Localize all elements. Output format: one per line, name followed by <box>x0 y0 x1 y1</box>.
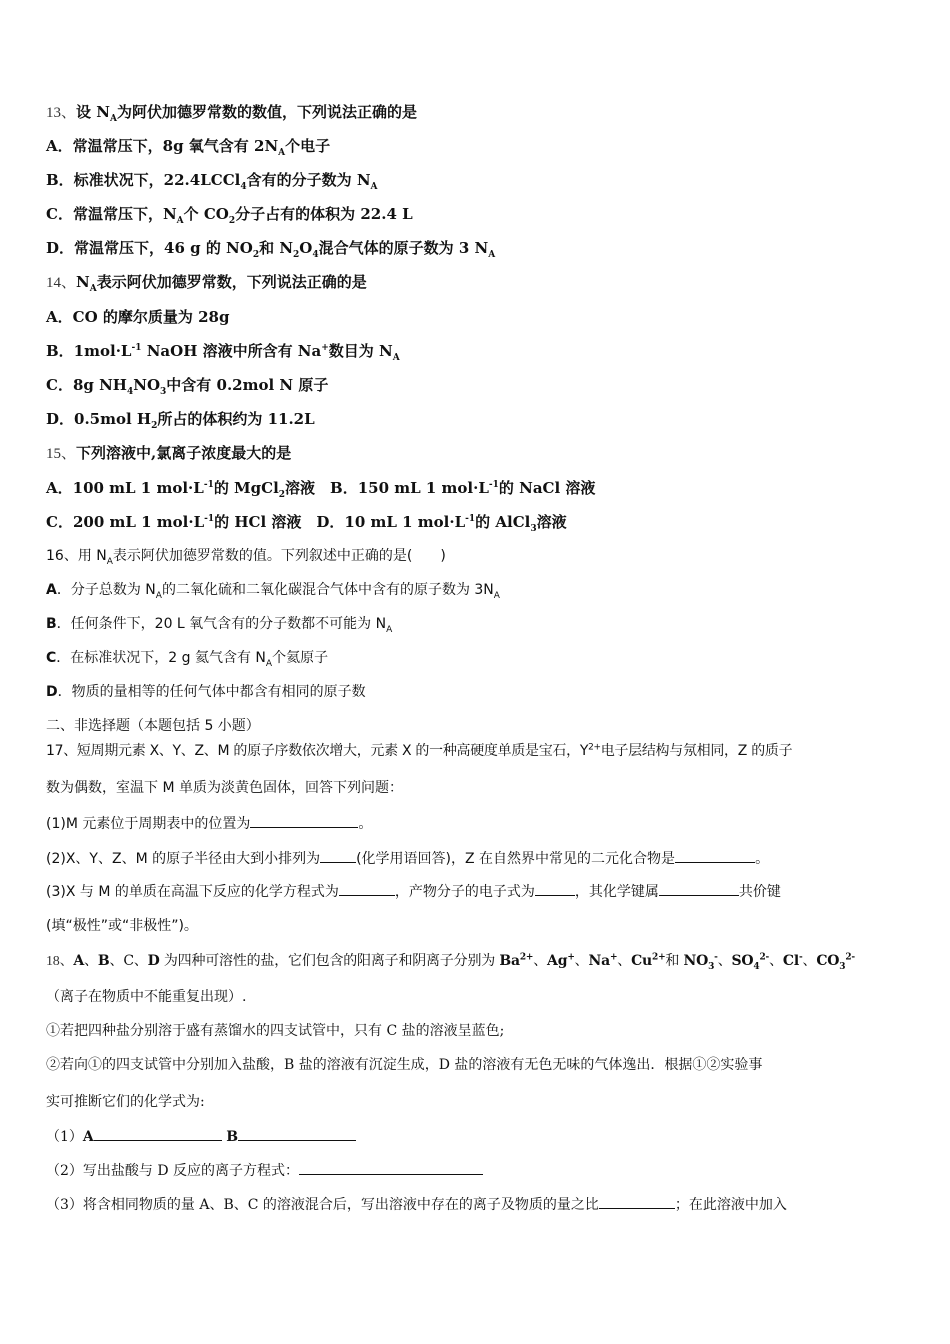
q18-stem-line2: （离子在物质中不能重复出现）. <box>46 989 247 1005</box>
q16-option-b: B．任何条件下，20 L 氧气含有的分子数都不可能为 $N_A$ <box>46 616 393 635</box>
q17-part-1: (1)M 元素位于周期表中的位置为 。 <box>46 813 372 834</box>
q14-option-c: C．8g $NH_4NO_3$中含有 0.2mol N 原子 <box>46 376 329 397</box>
q18-fact-2: ②若向①的四支试管中分别加入盐酸，B 盐的溶液有沉淀生成，D 盐的溶液有无色无味的气体逸出．根据①②实验事 <box>46 1057 763 1073</box>
q17-stem-line1: 17、短周期元素 X、Y、Z、M 的原子序数依次增大，元素 X 的一种高硬度单质是宝石，$Y^{2+}$电子层结构与氖相同，Z 的质子 <box>46 742 793 759</box>
answer-blank[interactable] <box>535 881 575 896</box>
q16-option-d: D．物质的量相等的任何气体中都含有相同的原子数 <box>46 684 366 700</box>
q16-stem: 16、用 $N_A$表示阿伏加德罗常数的值。下列叙述中正确的是( ) <box>46 548 446 567</box>
q15-stem: 15、下列溶液中,氯离子浓度最大的是 <box>46 444 292 462</box>
q13-option-d: D．常温常压下，46 g 的 $NO_2$和 $N_2O_4$混合气体的原子数为 3 $N_A$ <box>46 239 496 260</box>
q13-option-a: A．常温常压下，8g 氧气含有 $2N_A$个电子 <box>46 137 331 158</box>
answer-blank[interactable] <box>250 813 358 828</box>
q18-stem-line1: 18、A、B、C、D 为四种可溶性的盐，它们包含的阳离子和阴离子分别为 $Ba^{2+}$、Ag+、Na+、$Cu^{2+}$和 $NO_3^-$、$SO_4^{2-}$、Cl-、$CO_3^{2-}$ <box>46 952 855 972</box>
q14-option-d: D．0.5mol $H_2$所占的体积约为 11.2L <box>46 410 315 431</box>
q17-part-2: (2)X、Y、Z、M 的原子半径由大到小排列为 (化学用语回答)，Z 在自然界中常见的二元化合物是 。 <box>46 848 769 869</box>
q17-part-3-note: (填“极性”或“非极性”)。 <box>46 918 198 934</box>
question-number: 13、 <box>46 105 77 121</box>
q13-option-c: C．常温常压下，$N_A$个 $CO_2$分子占有的体积为 22.4 L <box>46 205 413 226</box>
answer-blank[interactable] <box>320 848 356 863</box>
q18-fact-3: 实可推断它们的化学式为: <box>46 1094 205 1110</box>
answer-blank[interactable] <box>599 1194 675 1209</box>
q18-part-1: （1）A B <box>46 1126 356 1147</box>
q14-stem: 14、$N_A$表示阿伏加德罗常数，下列说法正确的是 <box>46 273 367 294</box>
q13-stem: 13、设 $N_A$为阿伏加德罗常数的数值，下列说法正确的是 <box>46 103 417 124</box>
q18-fact-1: ①若把四种盐分别溶于盛有蒸馏水的四支试管中，只有 C 盐的溶液呈蓝色; <box>46 1023 505 1039</box>
q18-part-3: （3）将含相同物质的量 A、B、C 的溶液混合后，写出溶液中存在的离子及物质的量之比 ；在此溶液中加入 <box>46 1194 787 1215</box>
answer-blank[interactable] <box>299 1160 483 1175</box>
answer-blank[interactable] <box>675 848 755 863</box>
q16-option-a: A．分子总数为 $N_A$的二氧化硫和二氧化碳混合气体中含有的原子数为 $3N_A$ <box>46 582 500 601</box>
q15-options-cd: C．200 mL 1 $mol\cdot L^{-1}$的 HCl 溶液 D．10 mL 1 $mol\cdot L^{-1}$的 AlCl$_3$溶液 <box>46 513 567 534</box>
q17-part-3: (3)X 与 M 的单质在高温下反应的化学方程式为 ，产物分子的电子式为 ，其化学键属 共价键 <box>46 881 781 902</box>
q14-option-b: B．$1mol\cdot L^{-1}$ NaOH 溶液中所含有 Na+数目为 $N_A$ <box>46 342 400 363</box>
q13-option-b: B．标准状况下，22.4LCCl$_4$含有的分子数为 $N_A$ <box>46 171 378 192</box>
section-heading: 二、非选择题（本题包括 5 小题） <box>46 718 260 734</box>
q16-option-c: C．在标准状况下，2 g 氦气含有 $N_A$个氦原子 <box>46 650 329 669</box>
answer-blank[interactable] <box>238 1126 356 1141</box>
answer-blank[interactable] <box>339 881 395 896</box>
question-number: 14、 <box>46 275 77 291</box>
q15-options-ab: A．100 mL 1 $mol\cdot L^{-1}$的 MgCl$_2$溶液 B．150 mL 1 $mol\cdot L^{-1}$的 NaCl 溶液 <box>46 479 596 500</box>
q14-option-a: A．CO 的摩尔质量为 28g <box>46 308 230 326</box>
q17-stem-line2: 数为偶数，室温下 M 单质为淡黄色固体，回答下列问题： <box>46 780 403 796</box>
q18-part-2: （2）写出盐酸与 D 反应的离子方程式： <box>46 1160 483 1181</box>
question-number: 15、 <box>46 446 77 462</box>
answer-blank[interactable] <box>94 1126 222 1141</box>
answer-blank[interactable] <box>659 881 739 896</box>
